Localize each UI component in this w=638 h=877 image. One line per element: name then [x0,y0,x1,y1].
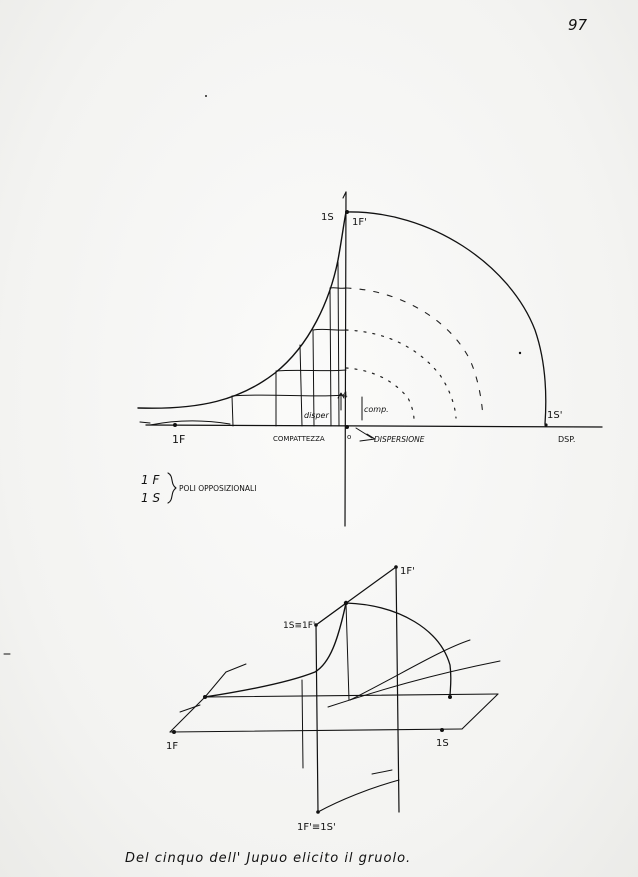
diagonal-through [350,640,470,700]
guide-line-one [313,329,346,330]
label-1f-front: 1F [166,741,179,752]
left-stub-mid [180,705,200,712]
origin-point [345,425,349,429]
label-origin: o [347,433,352,441]
legend-text: POLI OPPOSIZIONALI [179,484,257,493]
page-number: 97 [568,16,588,34]
left-vertical [316,625,318,812]
curve-start-point [203,695,207,699]
label-comp: comp. [364,405,389,414]
legend-brace [168,473,176,503]
mid-plane-line [205,694,498,697]
label-1f-prime: 1F' [400,566,415,577]
drop-line-one [232,396,233,426]
label-compattezza: COMPATTEZZA [273,435,325,443]
label-disper: disper [304,411,329,420]
point-1s-prime [544,423,547,426]
label-1s-prime: 1S' [547,410,563,421]
dashed-arc-one [346,288,483,418]
bottom-connector [318,780,399,812]
legend-1f: 1 F [141,473,160,487]
bottom-point [316,810,320,814]
axis-left-tick [140,422,150,423]
diagram-two [166,565,500,833]
right-vertical [396,567,399,812]
drop-line-six [338,262,339,426]
label-1s-front: 1S [436,738,449,749]
quarter-arc [346,212,546,424]
arc-3d [346,603,451,697]
peak-point [344,601,348,605]
right-plane-edge [462,694,498,729]
guide-line-two [276,370,346,371]
stray-dot [519,352,521,354]
guide-line-three [232,395,346,396]
legend-1s: 1 S [141,491,161,505]
diagram-one [138,192,602,526]
left-plane-edge [170,697,205,732]
arc-end-point [448,695,452,699]
label-1f: 1F [172,433,186,446]
drop-line-three [300,345,302,426]
back-plane-line [328,661,500,707]
label-dsp: DSP. [558,435,576,444]
point-1f [173,423,177,427]
vertical-axis [345,192,346,526]
point-1s-top [345,210,349,214]
front-1s-point [440,728,444,732]
growth-curve [138,212,346,408]
dispersion-arrow-shaft [356,428,372,438]
bottom-tick [372,770,392,774]
legend [141,473,256,505]
left-stub-top [226,664,246,672]
front-1f-point [172,730,176,734]
baseline-wave [150,421,230,425]
drop-line-five [330,288,331,426]
growth-curve-3d [205,603,346,697]
label-1f-prime-top: 1F' [352,217,367,228]
footer-caption: Del cinquo dell' Jupuo elicito il gruolo. [125,851,412,866]
label-1s-eq-1f-prime: 1S≡1F' [283,621,316,631]
front-plane-line [170,729,462,732]
left-plane-diag [205,672,226,697]
label-arrow-num: 4 [342,391,348,401]
horizontal-axis [146,425,602,427]
label-bottom: 1F'≡1S' [297,822,336,833]
vertical-front [302,680,303,768]
speck [205,95,207,97]
label-1s-top: 1S [321,212,334,223]
right-top-point [394,565,398,569]
vertical-from-peak [346,603,349,700]
label-dispersione: DISPERSIONE [374,435,425,444]
